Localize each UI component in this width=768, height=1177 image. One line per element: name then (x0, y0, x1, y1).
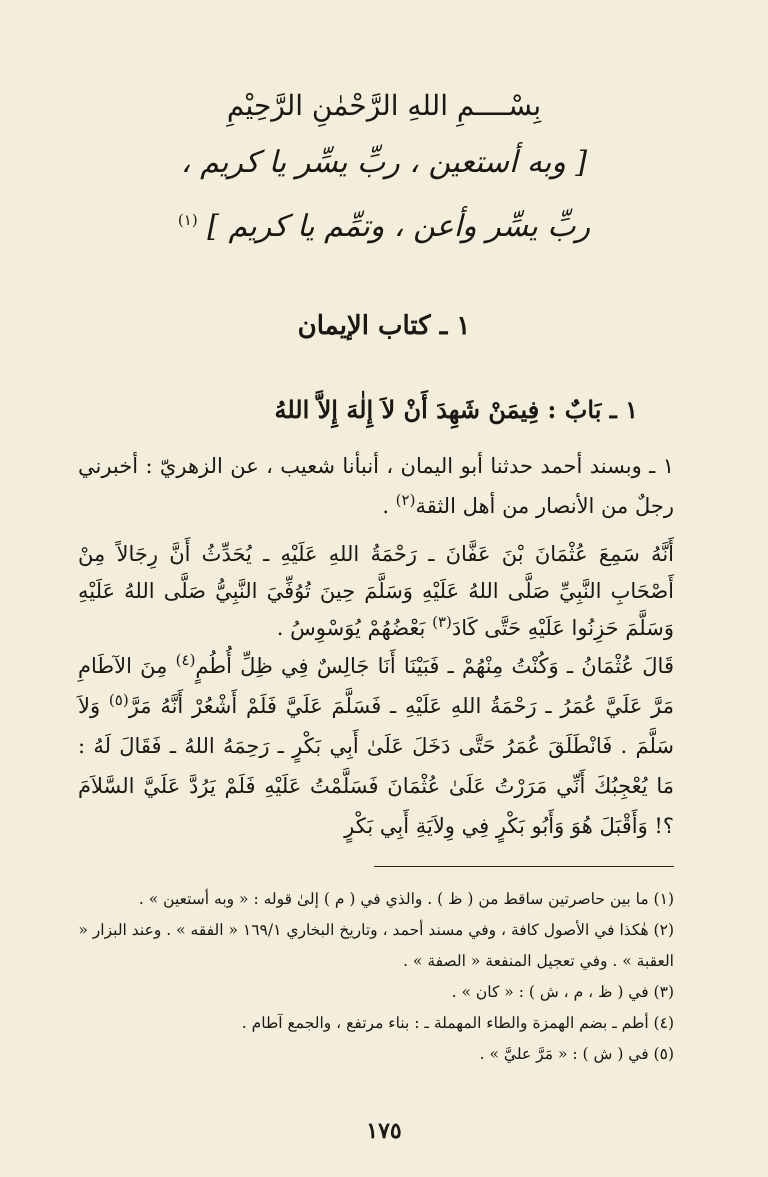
chapter-heading (90, 390, 638, 430)
opening-line-2-text: ربِّ يسِّر وأعن ، وتمِّم يا كريم ] (207, 209, 591, 244)
isnad-end: . (382, 494, 396, 518)
hadith-2-text-b: مِنَ الآطَامِ مَرَّ عَلَيَّ عُمَرُ ـ رَحْمَةُ اللهِ عَلَيْهِ ـ فَسَلَّمَ عَلَيَّ فَلَمْ أَشْعُرْ أَنَّهُ مَرَّ (78, 654, 675, 718)
page-number: ١٧٥ (366, 1118, 402, 1144)
isnad-paragraph (78, 446, 674, 526)
footnote-1: (١) ما بين حاصرتين ساقط من ( ظ ) . والذي في ( م ) إلىٰ قوله : « وبه أستعين » . (138, 890, 674, 908)
isnad-text: ١ ـ وبسند أحمد حدثنا أبو اليمان ، أنبأنا شعيب ، عن الزهريّ : أخبرني رجلٌ من الأنصار من أهل الثقة (78, 454, 674, 518)
hadith-paragraph-2 (78, 646, 674, 846)
hadith-2-text-c: وَلاَ سَلَّمَ . فَانْطَلَقَ عُمَرُ حَتَّى دَخَلَ عَلَىٰ أَبِي بَكْرٍ ـ رَحِمَهُ اللهُ ـ فَقَالَ لَهُ : مَا يُعْجِبُكَ أَنِّي مَرَرْتُ عَلَىٰ عُثْمَانَ فَسَلَّمْتُ عَلَيْهِ فَلَمْ يَرُدَّ عَلَيَّ السَّلاَمَ ؟! وَأَقْبَلَ هُوَ وَأَبُو بَكْرٍ فِي وِلاَيَةِ أَبِي بَكْرٍ (78, 694, 674, 838)
footnote-3: (٣) في ( ظ ، م ، ش ) : « كان » . (451, 983, 674, 1001)
hadith-1-text-a: أَنَّهُ سَمِعَ عُثْمَانَ بْنَ عَفَّانَ ـ رَحْمَةُ اللهِ عَلَيْهِ ـ يُحَدِّثُ أَنَّ رِجَالاً مِنْ أَصْحَابِ النَّبِيِّ صَلَّى اللهُ عَلَيْهِ وَسَلَّمَ حِينَ تُوُفِّيَ النَّبِيُّ صَلَّى اللهُ عَلَيْهِ وَسَلَّمَ حَزِنُوا عَلَيْهِ حَتَّى كَادَ (78, 542, 674, 640)
hadith-1-text-b: بَعْضُهُمْ يُوَسْوِسُ . (276, 616, 433, 640)
footnote-2: (٢) هٰكذا في الأصول كافة ، وفي مسند أحمد ، وتاريخ البخاري ١٦٩/١ « الفقه » . وعند البزار « العقبة » . وفي تعجيل المنفعة « الصفة » . (78, 921, 674, 970)
opening-invocation-line-1: [ وبه أستعين ، ربِّ يسِّر يا كريم ، (180, 145, 588, 180)
hadith-paragraph-1 (78, 536, 674, 647)
footnote-ref-4: (٤) (175, 651, 196, 669)
chapter-separator: : (539, 395, 565, 424)
footnote-5: (٥) في ( ش ) : « مَرَّ عليَّ » . (479, 1045, 674, 1063)
footnotes (78, 884, 674, 1070)
basmala: بِسْــــمِ اللهِ الرَّحْمٰنِ الرَّحِيْمِ (226, 89, 542, 122)
chapter-number: ١ ـ بَابٌ (564, 395, 638, 424)
opening-invocation-line-2 (0, 206, 768, 248)
footnote-divider (374, 866, 674, 867)
footnote-ref-2: (٢) (395, 491, 416, 509)
footnote-4: (٤) أطم ـ بضم الهمزة والطاء المهملة ـ : بناء مرتفع ، والجمع آطام . (241, 1014, 674, 1032)
book-title: ١ ـ كتاب الإيمان (297, 311, 471, 341)
footnote-ref-1: (١) (177, 211, 198, 229)
footnote-ref-3: (٣) (432, 613, 452, 631)
chapter-title: فِيمَنْ شَهِدَ أَنْ لاَ إِلٰهَ إِلاَّ اللهُ (274, 395, 540, 424)
footnote-ref-5: (٥) (108, 691, 129, 709)
hadith-2-text-a: قَالَ عُثْمَانُ ـ وَكُنْتُ مِنْهُمْ ـ فَبَيْنَا أَنَا جَالِسٌ فِي ظِلِّ أُطُمٍ (195, 654, 674, 678)
